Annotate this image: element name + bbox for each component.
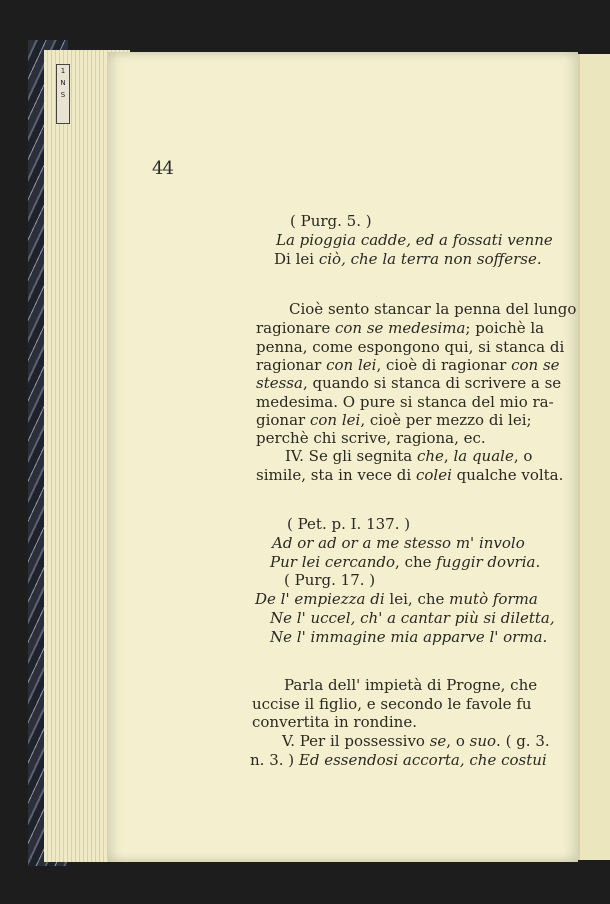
paragraph-line: gionar con lei, cioè per mezzo di lei; [256, 411, 532, 429]
paragraph-line: uccise il figlio, e secondo le favole fu [252, 695, 532, 713]
verse-line: Ne l' immagine mia apparve l' orma. [270, 628, 548, 646]
paragraph-line: n. 3. ) Ed essendosi accorta, che costui [250, 751, 547, 769]
verse-line: Ad or ad or a me stesso m' involo [272, 534, 525, 552]
paragraph-line: IV. Se gli segnita che, la quale, o [285, 447, 533, 465]
verse-line: Pur lei cercando, che fuggir dovria. [270, 553, 541, 571]
citation-purg-5: ( Purg. 5. ) [290, 212, 372, 230]
paragraph-line: medesima. O pure si stanca del mio ra- [256, 393, 554, 411]
paragraph-line: V. Per il possessivo se, o suo. ( g. 3. [282, 732, 550, 750]
verse-line: Di lei ciò, che la terra non sofferse. [274, 250, 542, 268]
verse-line: Ne l' uccel, ch' a cantar più si diletta, [270, 609, 555, 627]
paragraph-line: ragionar con lei, cioè di ragionar con se [256, 356, 560, 374]
paragraph-line: simile, sta in vece di colei qualche volta. [256, 466, 564, 484]
paragraph-line: ragionare con se medesima; poichè la [256, 319, 545, 337]
paragraph-line: penna, come espongono qui, si stanca di [256, 338, 565, 356]
verse-line: De l' empiezza di lei, che mutò forma [255, 590, 538, 608]
spine-label: 1 N S [56, 64, 70, 124]
paragraph-line: Parla dell' impietà di Progne, che [284, 676, 538, 694]
verse-line: La pioggia cadde, ed a fossati venne [276, 231, 553, 249]
citation-purg-17: ( Purg. 17. ) [284, 571, 376, 589]
paragraph-line: stessa, quando si stanca di scrivere a se [256, 374, 562, 392]
page-number: 44 [152, 158, 173, 179]
paragraph-line: Cioè sento stancar la penna del lungo [289, 300, 577, 318]
facing-page-edge [578, 54, 610, 860]
citation-pet: ( Pet. p. I. 137. ) [287, 515, 411, 533]
paragraph-line: convertita in rondine. [252, 713, 417, 731]
paragraph-line: perchè chi scrive, ragiona, ec. [256, 429, 486, 447]
